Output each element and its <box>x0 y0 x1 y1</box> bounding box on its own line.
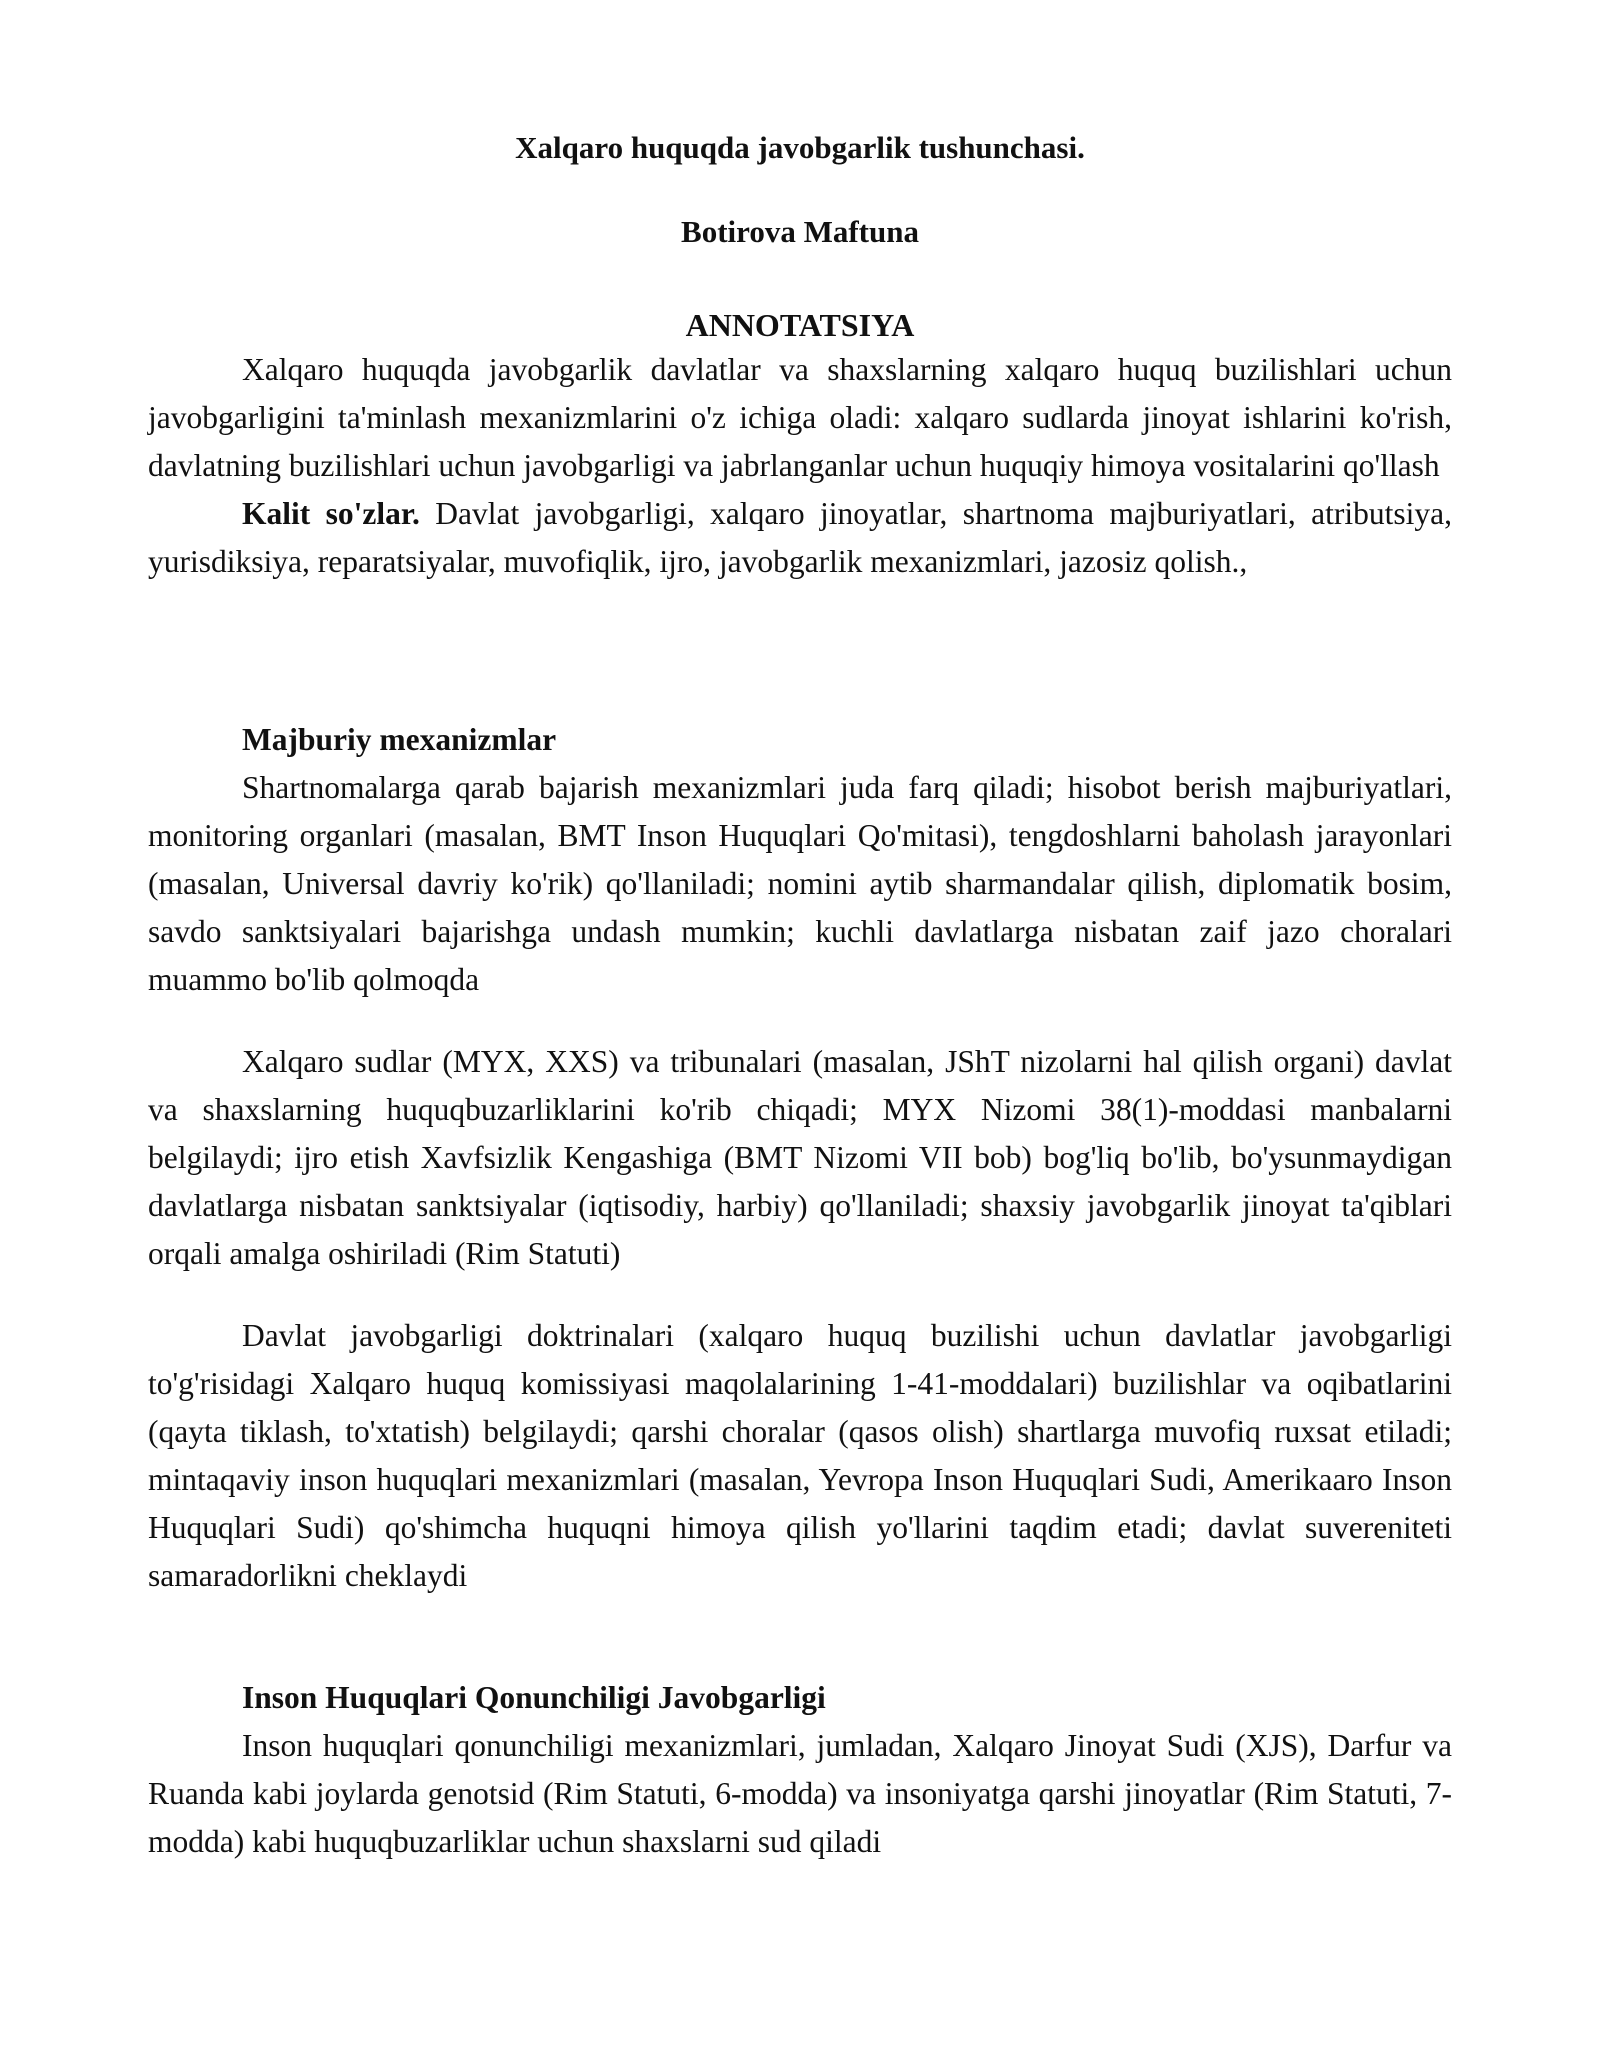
author-name: Botirova Maftuna <box>681 214 919 250</box>
section-heading-majburiy-mexanizmlar: Majburiy mexanizmlar <box>242 722 557 758</box>
section-heading-inson-huquqlari: Inson Huquqlari Qonunchiligi Javobgarligi <box>242 1680 826 1716</box>
document-title: Xalqaro huquqda javobgarlik tushunchasi. <box>515 130 1085 165</box>
keywords-paragraph <box>148 490 1452 586</box>
keywords-text: Davlat javobgarligi, xalqaro jinoyatlar, shartnoma majburiyatlari, atributsiya, yurisdiksiya, reparatsiyalar, muvofiqlik, ijro, javobgarlik mexanizmlari, jazosiz qolish., <box>148 496 1452 580</box>
annotation-heading: ANNOTATSIYA <box>685 306 915 343</box>
section1-paragraph-1: Shartnomalarga qarab bajarish mexanizmlari juda farq qiladi; hisobot berish majburiyatlari, monitoring organlari (masalan, BMT Inson Huquqlari Qo'mitasi), tengdoshlarni baholash jarayonlari (masalan, Universal davriy ko'rik) qo'llaniladi; nomini aytib sharmandalar qilish, diplomatik bosim, savdo sanktsiyalari bajarishga undash mumkin; kuchli davlatlarga nisbatan zaif jazo choralari muammo bo'lib qolmoqda <box>148 770 1452 998</box>
keywords-label: Kalit so'zlar. <box>242 496 420 532</box>
document-page <box>148 128 1452 1866</box>
section1-paragraph-3: Davlat javobgarligi doktrinalari (xalqaro huquq buzilishi uchun davlatlar javobgarligi to'g'risidagi Xalqaro huquq komissiyasi maqolalarining 1-41-moddalari) buzilishlar va oqibatlarini (qayta tiklash, to'xtatish) belgilaydi; qarshi choralar (qasos olish) shartlarga muvofiq ruxsat etiladi; mintaqaviy inson huquqlari mexanizmlari (masalan, Yevropa Inson Huquqlari Sudi, Amerikaaro Inson Huquqlari Sudi) qo'shimcha huquqni himoya qilish yo'llarini taqdim etadi; davlat suvereniteti samaradorlikni cheklaydi <box>148 1318 1452 1594</box>
annotation-paragraph: Xalqaro huquqda javobgarlik davlatlar va shaxslarning xalqaro huquq buzilishlari uchun javobgarligini ta'minlash mexanizmlarini o'z ichiga oladi: xalqaro sudlarda jinoyat ishlarini ko'rish, davlatning buzilishlari uchun javobgarligi va jabrlanganlar uchun huquqiy himoya vositalarini qo'llash <box>148 352 1452 484</box>
section2-paragraph-1: Inson huquqlari qonunchiligi mexanizmlari, jumladan, Xalqaro Jinoyat Sudi (XJS), Darfur va Ruanda kabi joylarda genotsid (Rim Statuti, 6-modda) va insoniyatga qarshi jinoyatlar (Rim Statuti, 7-modda) kabi huquqbuzarliklar uchun shaxslarni sud qiladi <box>148 1728 1452 1860</box>
section1-paragraph-2: Xalqaro sudlar (MYX, XXS) va tribunalari (masalan, JShT nizolarni hal qilish organi) davlat va shaxslarning huquqbuzarliklarini ko'rib chiqadi; MYX Nizomi 38(1)-moddasi manbalarni belgilaydi; ijro etish Xavfsizlik Kengashiga (BMT Nizomi VII bob) bog'liq bo'lib, bo'ysunmaydigan davlatlarga nisbatan sanktsiyalar (iqtisodiy, harbiy) qo'llaniladi; shaxsiy javobgarlik jinoyat ta'qiblari orqali amalga oshiriladi (Rim Statuti) <box>148 1044 1452 1272</box>
